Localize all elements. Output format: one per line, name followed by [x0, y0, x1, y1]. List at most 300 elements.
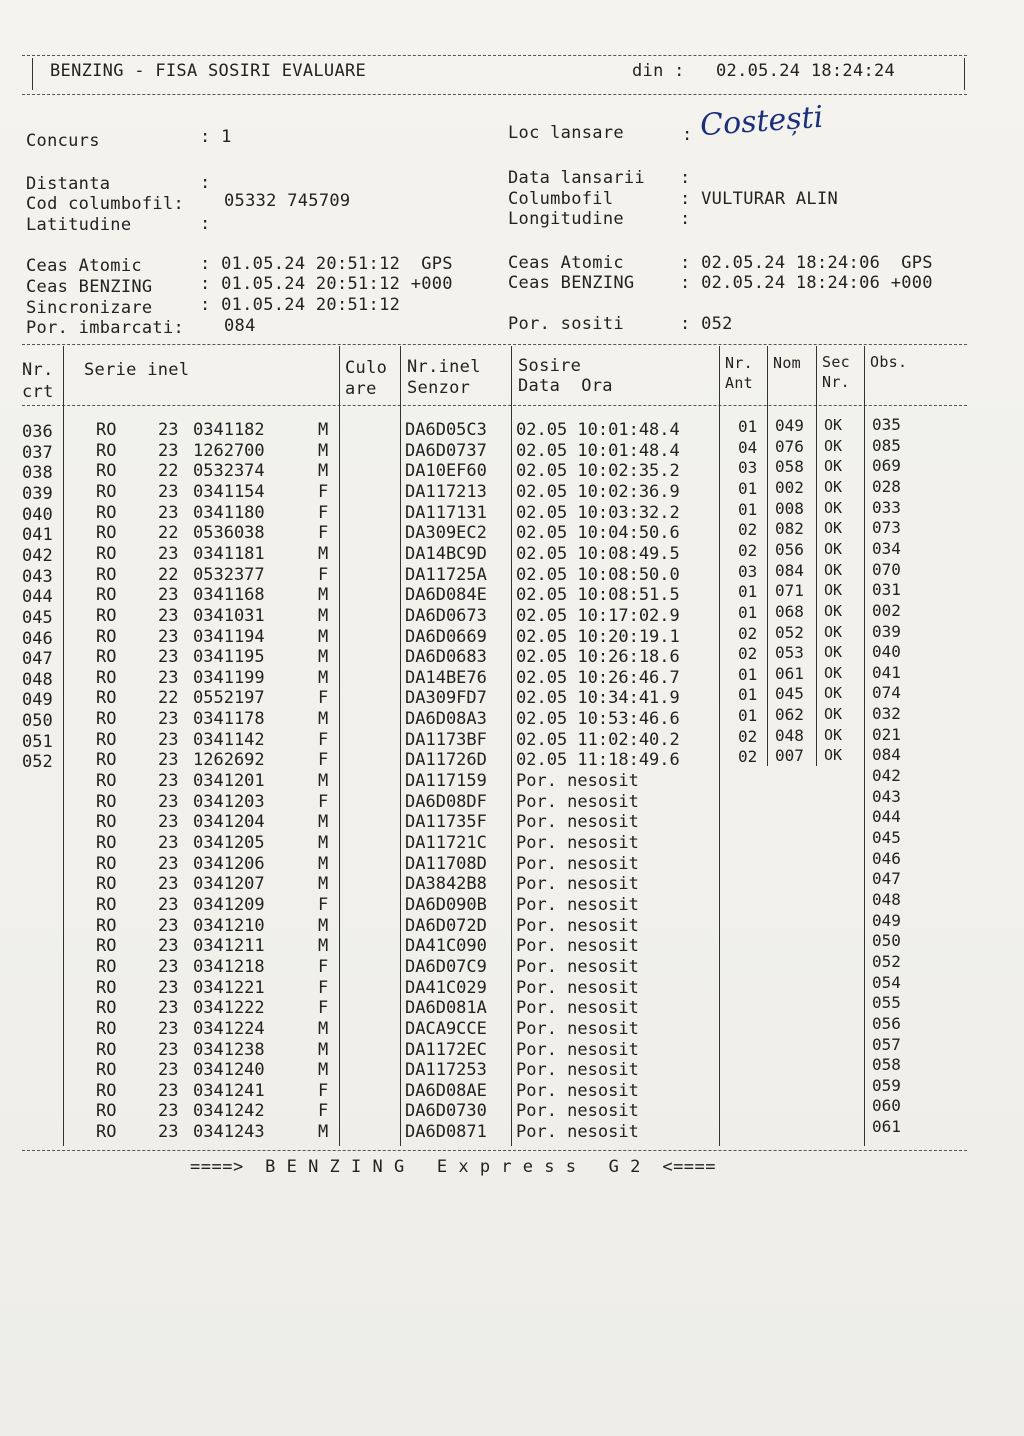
cell-sensor: DA3842B8 [405, 874, 487, 895]
cell-obs: 032 [872, 704, 901, 724]
cell-country: RO [96, 894, 117, 915]
table-row [0, 1075, 1024, 1103]
cell-country: RO [96, 1080, 117, 1101]
table-row [0, 1117, 1024, 1144]
cell-year: 23 [158, 647, 179, 668]
cell-sex: M [318, 833, 329, 853]
cell-sex: M [318, 1122, 329, 1143]
cell-obs: 021 [872, 724, 901, 744]
cell-obs: 033 [872, 497, 901, 517]
col-nr-header-2: crt [22, 382, 54, 402]
cell-sensor: DA6D05C3 [405, 420, 487, 440]
cell-sensor: DA309FD7 [405, 688, 487, 709]
cell-country: RO [96, 420, 117, 440]
cell-sex: F [318, 1080, 329, 1101]
title-bottom-border [22, 94, 967, 95]
cell-obs: 074 [872, 683, 901, 703]
cell-nom: 061 [775, 663, 804, 683]
cell-sensor: DA6D081A [405, 998, 487, 1019]
loc-lansare-label: Loc lansare [508, 123, 624, 143]
cell-country: RO [96, 956, 117, 977]
cell-security: OK [824, 684, 843, 703]
cell-sensor: DA6D090B [405, 894, 487, 915]
cell-obs: 047 [872, 869, 901, 889]
handwritten-location: Costești [698, 99, 825, 144]
cell-nom: 045 [775, 684, 804, 704]
sincronizare-value: : 01.05.24 20:51:12 [200, 295, 401, 315]
cell-antenna: 02 [738, 623, 758, 643]
cell-antenna: 01 [738, 417, 758, 436]
cell-obs: 002 [872, 600, 901, 620]
table-row [0, 497, 1024, 525]
por-sositi-value: : 052 [680, 314, 733, 334]
cell-sex: M [318, 543, 329, 564]
cell-obs: 041 [872, 662, 901, 682]
cell-security: OK [824, 746, 843, 765]
cell-ring-serial: 0341031 [193, 605, 265, 626]
longitudine-value: : [680, 209, 691, 229]
cell-antenna: 02 [738, 520, 758, 540]
cell-arrival: 02.05 10:26:46.7 [516, 667, 680, 688]
cell-sensor: DA1173BF [405, 729, 487, 750]
cell-country: RO [96, 998, 117, 1019]
cell-country: RO [96, 1039, 117, 1060]
cell-nr: 042 [22, 545, 53, 566]
cell-sensor: DA6D0730 [405, 1101, 487, 1122]
cell-sex: M [318, 874, 329, 895]
cell-arrival: Por. nesosit [516, 833, 639, 853]
title-left-border [32, 58, 33, 90]
cell-obs: 028 [872, 476, 901, 496]
table-row [0, 993, 1024, 1020]
cell-sex: M [318, 440, 329, 461]
cell-ring-serial: 0341180 [193, 502, 265, 523]
col-culoare-header-2: are [345, 379, 377, 399]
cell-year: 23 [158, 750, 179, 771]
cell-sensor: DA6D072D [405, 915, 487, 936]
cell-sensor: DA11726D [405, 750, 487, 771]
cell-antenna: 02 [738, 540, 758, 560]
cell-antenna: 04 [738, 437, 758, 457]
cell-sex: M [318, 936, 329, 957]
cell-obs: 070 [872, 559, 901, 579]
cell-country: RO [96, 771, 117, 792]
title-top-border [22, 55, 967, 56]
cell-sex: F [318, 1101, 329, 1122]
cell-arrival: Por. nesosit [516, 1039, 639, 1060]
table-row [0, 889, 1024, 917]
cell-year: 22 [158, 688, 179, 709]
cell-country: RO [96, 461, 117, 482]
cell-arrival: 02.05 10:34:41.9 [516, 688, 680, 709]
cell-nr: 044 [22, 587, 53, 608]
cell-arrival: 02.05 10:26:18.6 [516, 647, 680, 668]
cell-security: OK [824, 725, 843, 744]
cell-sensor: DA6D08AE [405, 1080, 487, 1101]
cod-columbofil-label: Cod columbofil: [26, 194, 185, 214]
cell-nr: 037 [22, 442, 53, 463]
cell-security: OK [824, 601, 843, 620]
cell-ring-serial: 0341221 [193, 977, 265, 998]
col-serie-header: Serie inel [84, 360, 190, 380]
cell-antenna: 01 [738, 582, 758, 602]
col-nom-header: Nom [773, 354, 801, 372]
cell-nr: 038 [22, 463, 53, 484]
cell-obs: 069 [872, 456, 901, 476]
cell-sensor: DA6D0737 [405, 440, 487, 461]
cell-arrival: Por. nesosit [516, 874, 639, 895]
cell-sensor: DA117159 [405, 771, 487, 792]
cell-country: RO [96, 523, 117, 544]
cell-security: OK [824, 539, 843, 558]
table-row [0, 1034, 1024, 1062]
cell-arrival: 02.05 10:08:50.0 [516, 564, 680, 585]
cell-ring-serial: 0341240 [193, 1060, 265, 1081]
cell-antenna: 01 [738, 602, 758, 622]
cell-sensor: DA6D084E [405, 585, 487, 606]
cell-year: 23 [158, 667, 179, 688]
por-imbarcati-value: 084 [224, 316, 256, 336]
cell-year: 23 [158, 1039, 179, 1060]
cell-country: RO [96, 936, 117, 957]
cell-ring-serial: 0341168 [193, 585, 265, 606]
cell-sex: M [318, 461, 329, 482]
cell-year: 22 [158, 461, 179, 482]
cell-sex: M [318, 853, 329, 874]
table-row [0, 766, 1024, 793]
cell-antenna: 01 [738, 685, 758, 705]
cell-obs: 055 [872, 993, 901, 1013]
table-row [0, 642, 1024, 670]
table-row [0, 621, 1024, 649]
cell-security: OK [824, 560, 843, 579]
title-right-border [964, 58, 965, 90]
cell-country: RO [96, 585, 117, 606]
cell-sensor: DA117213 [405, 481, 487, 502]
cell-ring-serial: 0341224 [193, 1018, 265, 1039]
report-title: BENZING - FISA SOSIRI EVALUARE [50, 61, 367, 81]
cell-ring-serial: 0341218 [193, 956, 265, 977]
cell-obs: 050 [872, 931, 901, 951]
cell-year: 22 [158, 523, 179, 544]
cell-obs: 042 [872, 766, 901, 786]
cell-ring-serial: 0341209 [193, 894, 265, 915]
table-bottom-border [22, 1150, 967, 1151]
cell-sensor: DA309EC2 [405, 523, 487, 544]
cell-year: 23 [158, 791, 179, 812]
cell-arrival: 02.05 10:08:51.5 [516, 585, 680, 606]
cell-nr: 043 [22, 566, 53, 587]
cell-ring-serial: 0341201 [193, 771, 265, 792]
cell-country: RO [96, 688, 117, 709]
cell-sex: F [318, 977, 329, 998]
cell-year: 23 [158, 543, 179, 564]
cell-nom: 008 [775, 498, 804, 518]
cell-security: OK [824, 622, 843, 641]
cell-sex: M [318, 1018, 329, 1039]
data-lansarii-value: : [680, 168, 691, 188]
ceas-atomic-end-label: Ceas Atomic [508, 253, 624, 273]
table-row [0, 683, 1024, 711]
cell-ring-serial: 0552197 [193, 688, 265, 709]
cell-sex: F [318, 688, 329, 709]
cell-security: OK [824, 416, 843, 434]
cell-sex: M [318, 1039, 329, 1060]
data-lansarii-label: Data lansarii [508, 168, 645, 188]
cell-year: 23 [158, 585, 179, 606]
cell-nom: 076 [775, 436, 804, 456]
longitudine-label: Longitudine [508, 209, 624, 229]
cell-country: RO [96, 1018, 117, 1039]
cell-obs: 056 [872, 1013, 901, 1033]
cell-nr: 046 [22, 628, 53, 649]
cell-ring-serial: 1262692 [193, 750, 265, 771]
cell-obs: 060 [872, 1096, 901, 1116]
cell-arrival: 02.05 10:20:19.1 [516, 626, 680, 647]
table-row [0, 600, 1024, 628]
cell-antenna: 01 [738, 499, 758, 519]
cell-country: RO [96, 1060, 117, 1081]
cell-sex: M [318, 420, 329, 440]
ceas-atomic-end-value: : 02.05.24 18:24:06 GPS [680, 253, 933, 273]
cell-sex: F [318, 750, 329, 771]
cell-sensor: DA41C090 [405, 936, 487, 957]
cell-country: RO [96, 440, 117, 461]
table-row [0, 931, 1024, 958]
cell-security: OK [824, 663, 843, 682]
concurs-label: Concurs [26, 131, 100, 151]
cell-arrival: 02.05 10:02:35.2 [516, 461, 680, 482]
cell-ring-serial: 0536038 [193, 523, 265, 544]
cell-sex: F [318, 998, 329, 1019]
cell-arrival: Por. nesosit [516, 956, 639, 977]
cell-arrival: Por. nesosit [516, 998, 639, 1019]
cell-year: 23 [158, 1080, 179, 1101]
cell-obs: 035 [872, 415, 901, 434]
table-row [0, 724, 1024, 752]
cell-country: RO [96, 564, 117, 585]
cell-sensor: DA6D07C9 [405, 956, 487, 977]
cell-ring-serial: 0341206 [193, 853, 265, 874]
cell-antenna: 03 [738, 458, 758, 478]
cell-sensor: DA6D08A3 [405, 709, 487, 730]
table-row [0, 910, 1024, 938]
cell-country: RO [96, 812, 117, 833]
cell-arrival: 02.05 10:04:50.6 [516, 523, 680, 544]
cell-obs: 045 [872, 828, 901, 847]
cell-arrival: 02.05 11:02:40.2 [516, 729, 680, 750]
cell-arrival: Por. nesosit [516, 894, 639, 915]
cell-year: 23 [158, 853, 179, 874]
cell-sensor: DA117131 [405, 502, 487, 523]
cell-sensor: DA11721C [405, 833, 487, 853]
cell-sex: F [318, 481, 329, 502]
cell-country: RO [96, 1101, 117, 1122]
cell-ring-serial: 0341243 [193, 1122, 265, 1143]
cell-security: OK [824, 457, 843, 476]
cell-country: RO [96, 874, 117, 895]
cell-year: 23 [158, 1060, 179, 1081]
table-row [0, 745, 1024, 773]
cell-ring-serial: 0341238 [193, 1039, 265, 1060]
cell-year: 23 [158, 977, 179, 998]
cell-nr: 049 [22, 690, 53, 711]
cell-sex: M [318, 1060, 329, 1081]
cell-year: 23 [158, 833, 179, 853]
cell-year: 23 [158, 420, 179, 440]
cell-arrival: 02.05 10:03:32.2 [516, 502, 680, 523]
table-row [0, 662, 1024, 690]
cell-nom: 084 [775, 560, 804, 580]
date-label: din : [632, 61, 685, 81]
table-row [0, 1096, 1024, 1123]
cell-sex: M [318, 585, 329, 606]
cell-sensor: DA11735F [405, 812, 487, 833]
cod-columbofil-value: 05332 745709 [224, 191, 351, 211]
cell-arrival: 02.05 10:01:48.4 [516, 420, 680, 440]
cell-nr: 048 [22, 669, 53, 690]
cell-ring-serial: 0341182 [193, 420, 265, 440]
cell-sensor: DA41C029 [405, 977, 487, 998]
cell-ring-serial: 0341204 [193, 812, 265, 833]
cell-nr: 039 [22, 483, 53, 504]
cell-year: 23 [158, 709, 179, 730]
table-row [0, 786, 1024, 814]
cell-nom: 053 [775, 643, 804, 663]
cell-sex: F [318, 502, 329, 523]
cell-ring-serial: 0341178 [193, 709, 265, 730]
cell-arrival: Por. nesosit [516, 771, 639, 792]
cell-obs: 084 [872, 745, 901, 765]
cell-sex: M [318, 771, 329, 792]
table-row [0, 476, 1024, 504]
cell-obs: 043 [872, 786, 901, 806]
ceas-benzing-start-value: : 01.05.24 20:51:12 +000 [200, 274, 453, 294]
table-header-bottom-border [22, 405, 967, 406]
columbofil-label: Columbofil [508, 189, 614, 209]
cell-sensor: DA14BE76 [405, 667, 487, 688]
cell-security: OK [824, 705, 843, 724]
cell-security: OK [824, 436, 843, 455]
col-obs-header: Obs. [870, 353, 908, 371]
cell-year: 23 [158, 481, 179, 502]
cell-obs: 054 [872, 972, 901, 992]
cell-sex: M [318, 605, 329, 626]
cell-ring-serial: 0341210 [193, 915, 265, 936]
cell-sensor: DA6D08DF [405, 791, 487, 812]
cell-obs: 044 [872, 807, 901, 827]
cell-country: RO [96, 750, 117, 771]
cell-sensor: DA117253 [405, 1060, 487, 1081]
table-row [0, 848, 1024, 876]
table-row [0, 456, 1024, 484]
cell-nom: 049 [775, 416, 804, 435]
table-row [0, 972, 1024, 1000]
cell-nom: 002 [775, 477, 804, 497]
cell-arrival: Por. nesosit [516, 936, 639, 957]
cell-arrival: Por. nesosit [516, 1018, 639, 1039]
cell-ring-serial: 0532374 [193, 461, 265, 482]
col-senzor-header-1: Nr.inel [407, 357, 481, 377]
loc-lansare-colon: : [682, 125, 693, 145]
cell-year: 23 [158, 605, 179, 626]
cell-antenna: 02 [738, 644, 758, 664]
cell-security: OK [824, 581, 843, 600]
cell-nom: 068 [775, 601, 804, 621]
cell-country: RO [96, 647, 117, 668]
cell-nr: 052 [22, 752, 53, 773]
cell-sex: F [318, 791, 329, 812]
ceas-atomic-start-value: : 01.05.24 20:51:12 GPS [200, 254, 453, 274]
col-ant-header-2: Ant [725, 374, 753, 392]
cell-security: OK [824, 477, 843, 496]
cell-arrival: Por. nesosit [516, 1060, 639, 1081]
ceas-benzing-end-value: : 02.05.24 18:24:06 +000 [680, 273, 933, 293]
cell-sex: M [318, 812, 329, 833]
cell-nom: 062 [775, 705, 804, 725]
cell-sensor: DA11725A [405, 564, 487, 585]
cell-country: RO [96, 605, 117, 626]
cell-arrival: Por. nesosit [516, 1080, 639, 1101]
cell-nr: 047 [22, 649, 53, 670]
ceas-benzing-end-label: Ceas BENZING [508, 273, 635, 293]
por-sositi-label: Por. sositi [508, 314, 624, 334]
cell-sensor: DA10EF60 [405, 461, 487, 482]
cell-security: OK [824, 643, 843, 662]
cell-nom: 007 [775, 746, 804, 766]
cell-ring-serial: 0341154 [193, 481, 265, 502]
cell-obs: 049 [872, 910, 901, 930]
cell-nr: 050 [22, 711, 53, 732]
table-row [0, 518, 1024, 546]
cell-sensor: DA6D0871 [405, 1122, 487, 1143]
cell-obs: 040 [872, 642, 901, 662]
cell-year: 23 [158, 874, 179, 895]
cell-arrival: 02.05 10:02:36.9 [516, 481, 680, 502]
cell-ring-serial: 0341205 [193, 833, 265, 853]
cell-ring-serial: 0341203 [193, 791, 265, 812]
cell-arrival: Por. nesosit [516, 853, 639, 874]
cell-nom: 071 [775, 581, 804, 601]
cell-year: 23 [158, 812, 179, 833]
table-row [0, 704, 1024, 732]
sincronizare-label: Sincronizare [26, 298, 153, 318]
cell-country: RO [96, 481, 117, 502]
cell-year: 23 [158, 894, 179, 915]
table-row [0, 415, 1024, 442]
cell-nom: 058 [775, 457, 804, 477]
cell-year: 23 [158, 502, 179, 523]
table-row [0, 1055, 1024, 1082]
col-culoare-header-1: Culo [345, 358, 388, 378]
cell-country: RO [96, 1122, 117, 1143]
cell-sex: F [318, 564, 329, 585]
cell-country: RO [96, 833, 117, 853]
cell-year: 23 [158, 1101, 179, 1122]
cell-country: RO [96, 791, 117, 812]
cell-obs: 057 [872, 1034, 901, 1054]
cell-ring-serial: 0341222 [193, 998, 265, 1019]
cell-nr: 045 [22, 607, 53, 628]
cell-ring-serial: 0341142 [193, 729, 265, 750]
cell-sensor: DA6D0669 [405, 626, 487, 647]
cell-year: 23 [158, 729, 179, 750]
cell-sex: M [318, 626, 329, 647]
cell-year: 23 [158, 915, 179, 936]
cell-country: RO [96, 667, 117, 688]
report-date: 02.05.24 18:24:24 [716, 61, 896, 81]
cell-sex: M [318, 667, 329, 688]
